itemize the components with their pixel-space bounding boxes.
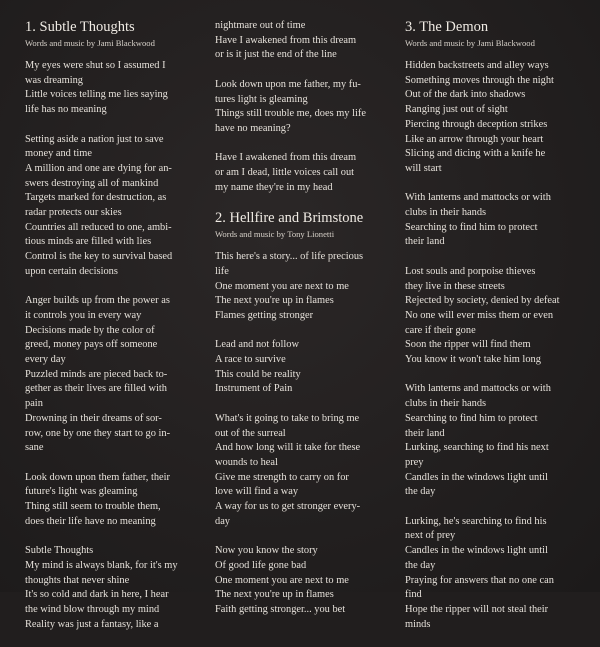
lyric-line: prey (405, 456, 424, 468)
lyric-line: One moment you are next to me (215, 574, 349, 586)
lyric-line: clubs in their hands (405, 398, 487, 410)
lyric-line: One moment you are next to me (215, 280, 349, 292)
lyric-line: Anger builds up from the power as (25, 295, 170, 307)
lyric-line: Hope the ripper will not steal their (405, 603, 549, 615)
lyric-line: care if their gone (405, 324, 476, 336)
lyric-line: does their life have no meaning (25, 515, 156, 527)
lyric-line: out of the surreal (215, 427, 286, 439)
lyric-line: Of good life gone bad (215, 559, 307, 571)
lyric-line: Ranging just out of sight (405, 104, 508, 116)
lyric-line: And how long will it take for these (215, 442, 361, 454)
lyric-line: future's light was gleaming (25, 486, 138, 498)
lyric-stanza (25, 294, 197, 456)
lyric-line: will start (405, 162, 442, 174)
lyric-line: Have I awakened from this dream (215, 34, 357, 46)
lyric-stanza (405, 382, 583, 500)
lyric-line: Lead and not follow (215, 339, 299, 351)
lyric-line: nightmare out of time (215, 20, 306, 31)
lyric-line: next of prey (405, 530, 456, 542)
lyric-line: Drowning in their dreams of sor- (25, 412, 162, 424)
lyric-line: clubs in their hands (405, 207, 487, 219)
song-credit: Words and music by Jami Blackwood (25, 38, 155, 48)
lyric-line: Control is the key to survival based (25, 251, 173, 263)
lyric-line: it controls you in every way (25, 309, 142, 321)
lyric-line: sane (25, 442, 44, 454)
lyric-line: The next you're up in flames (215, 295, 334, 307)
lyric-line: Now you know the story (215, 545, 318, 557)
lyric-line: No one will ever miss them or even (405, 309, 554, 321)
lyric-line: row, one by one they start to go in- (25, 427, 171, 439)
column-1 (25, 19, 197, 647)
lyric-line: their land (405, 427, 445, 439)
lyric-line: thoughts that never shine (25, 574, 130, 586)
lyric-line: It's so cold and dark in here, I hear (25, 589, 169, 601)
song-title: 3. The Demon (405, 19, 489, 35)
lyric-line: This could be reality (215, 368, 301, 380)
lyric-stanza (215, 78, 391, 137)
lyric-line: Targets marked for destruction, as (25, 192, 167, 204)
lyric-stanza (215, 338, 391, 397)
lyric-line: Hidden backstreets and alley ways (405, 60, 549, 71)
lyric-stanza (215, 151, 391, 195)
lyric-line: Lurking, searching to find his next (405, 442, 549, 454)
lyric-line: love will find a way (215, 486, 299, 498)
lyric-line: Decisions made by the color of (25, 324, 155, 336)
lyric-line: With lanterns and mattocks or with (405, 383, 551, 395)
lyric-stanza (405, 59, 583, 177)
lyric-line: Setting aside a nation just to save (25, 133, 164, 145)
lyric-line: my name they're in my head (215, 181, 333, 193)
lyric-line: the day (405, 486, 436, 498)
lyric-line: Have I awakened from this dream (215, 152, 357, 164)
lyric-line: Candles in the windows light until (405, 545, 548, 557)
lyric-line: Puzzled minds are pieced back to- (25, 368, 168, 380)
lyric-line: every day (25, 354, 66, 366)
lyric-line: Little voices telling me lies saying (25, 89, 168, 101)
lyric-line: This here's a story... of life precious (215, 251, 364, 263)
lyric-line: A race to survive (215, 354, 286, 365)
lyric-line: wounds to heal (215, 456, 278, 468)
lyric-line: Rejected by society, denied by defeat (405, 295, 560, 307)
lyric-line: was dreaming (25, 74, 83, 86)
lyric-line: radar protects our skies (25, 207, 122, 219)
lyric-stanza (215, 250, 391, 324)
lyric-line: or is it just the end of the line (215, 49, 337, 61)
lyric-stanza (25, 544, 197, 632)
lyric-line: Candles in the windows light until (405, 471, 548, 483)
lyric-line: Lurking, he's searching to find his (405, 515, 547, 527)
lyric-line: tious minds are filled with lies (25, 236, 152, 248)
lyric-line: money and time (25, 148, 92, 160)
lyric-line: Piercing through deception strikes (405, 118, 548, 130)
lyric-line: life (215, 265, 229, 277)
column-3 (405, 19, 583, 647)
lyric-line: Instrument of Pain (215, 383, 293, 395)
lyric-line: Slicing and dicing with a knife he (405, 148, 546, 160)
lyric-line: the wind blow through my mind (25, 603, 160, 615)
lyric-stanza (405, 191, 583, 250)
lyric-line: minds (405, 618, 431, 630)
lyric-stanza (25, 133, 197, 280)
lyric-line: Countries all reduced to one, ambi- (25, 221, 172, 233)
lyric-stanza (25, 471, 197, 530)
lyric-line: Out of the dark into shadows (405, 89, 526, 101)
lyric-stanza (405, 265, 583, 368)
lyric-line: or am I dead, little voices call out (215, 167, 355, 178)
lyric-line: Look down upon them father, their (25, 471, 171, 483)
lyric-line: A million and one are dying for an- (25, 162, 172, 174)
lyric-stanza (25, 59, 197, 118)
lyric-line: Searching to find him to protect (405, 221, 538, 233)
lyric-line: Faith getting stronger... you bet (215, 603, 346, 615)
lyric-line: Soon the ripper will find them (405, 339, 531, 351)
column-2 (215, 19, 391, 632)
song-title: 1. Subtle Thoughts (25, 19, 135, 35)
lyric-line: Things still trouble me, does my life (215, 108, 366, 120)
lyric-line: the day (405, 559, 436, 571)
lyric-line: What's it going to take to bring me (215, 412, 360, 424)
lyric-line: The next you're up in flames (215, 589, 334, 601)
lyric-line: their land (405, 236, 445, 248)
lyric-line: A way for us to get stronger every- (215, 501, 361, 513)
lyric-stanza (215, 544, 391, 618)
song-title: 2. Hellfire and Brimstone (215, 210, 364, 227)
lyric-line: My eyes were shut so I assumed I (25, 60, 166, 71)
song-credit: Words and music by Tony Lionetti (215, 229, 335, 240)
lyric-line: gether as their lives are filled with (25, 383, 167, 395)
lyric-line: greed, money pays off someone (25, 339, 158, 351)
lyric-line: Subtle Thoughts (25, 545, 94, 557)
lyric-line: Something moves through the night (405, 74, 554, 86)
lyric-line: Flames getting stronger (215, 309, 314, 321)
lyric-stanza (405, 515, 583, 633)
song-credit: Words and music by Jami Blackwood (405, 38, 535, 48)
lyric-line: Look down upon me father, my fu- (215, 78, 361, 90)
lyric-line: life has no meaning (25, 104, 107, 116)
lyric-line: day (215, 515, 231, 527)
lyric-line: swers destroying all of mankind (25, 177, 159, 189)
lyric-line: With lanterns and mattocks or with (405, 192, 551, 204)
lyric-line: Thing still seem to trouble them, (25, 501, 161, 513)
lyric-line: Praying for answers that no one can (405, 574, 554, 586)
lyric-line: You know it won't take him long (405, 354, 541, 366)
lyric-line: My mind is always blank, for it's my (25, 559, 178, 571)
lyric-line: they live in these streets (405, 280, 505, 292)
lyric-line: Lost souls and porpoise thieves (405, 265, 536, 277)
lyric-line: find (405, 589, 422, 601)
lyric-line: Like an arrow through your heart (405, 133, 544, 145)
lyric-line: Searching to find him to protect (405, 412, 538, 424)
lyric-line: upon certain decisions (25, 265, 118, 277)
lyric-line: Reality was just a fantasy, like a (25, 618, 159, 630)
lyric-line: Give me strength to carry on for (215, 471, 349, 483)
lyric-stanza (215, 412, 391, 530)
lyric-line: tures light is gleaming (215, 93, 308, 105)
lyric-stanza (215, 19, 391, 63)
lyric-line: pain (25, 398, 43, 410)
lyric-line: have no meaning? (215, 122, 291, 134)
